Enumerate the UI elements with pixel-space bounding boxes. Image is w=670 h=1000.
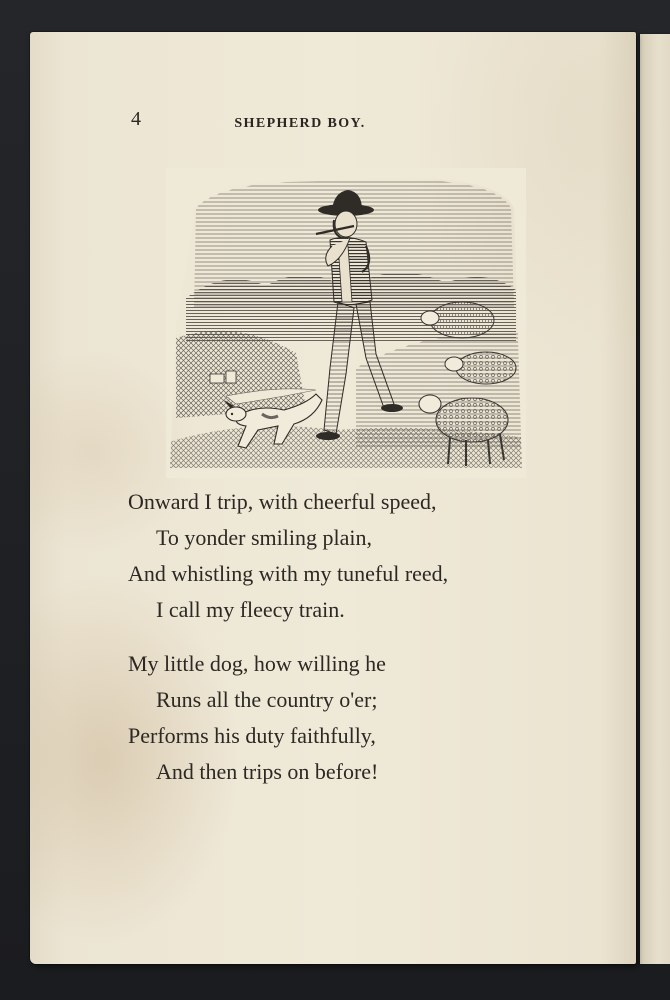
stanza-line: And whistling with my tuneful reed,	[128, 561, 449, 586]
stanza-line: Runs all the country o'er;	[156, 687, 378, 712]
book-page	[30, 32, 636, 964]
stanza-2	[128, 646, 568, 790]
running-head: SHEPHERD BOY.	[234, 116, 366, 131]
stanza-line: To yonder smiling plain,	[156, 525, 372, 550]
stanza-line: And then trips on before!	[156, 759, 379, 784]
facing-page-edge	[640, 34, 670, 964]
stanza-line: Onward I trip, with cheerful speed,	[128, 489, 437, 514]
stanza-line: My little dog, how willing he	[128, 651, 386, 676]
stanza-line: Performs his duty faithfully,	[128, 723, 376, 748]
stanza-line: I call my fleecy train.	[156, 597, 345, 622]
page-number: 4	[131, 108, 141, 130]
stanza-1	[128, 484, 568, 628]
hill-left	[176, 331, 306, 418]
shepherd-boy-engraving	[166, 168, 526, 478]
